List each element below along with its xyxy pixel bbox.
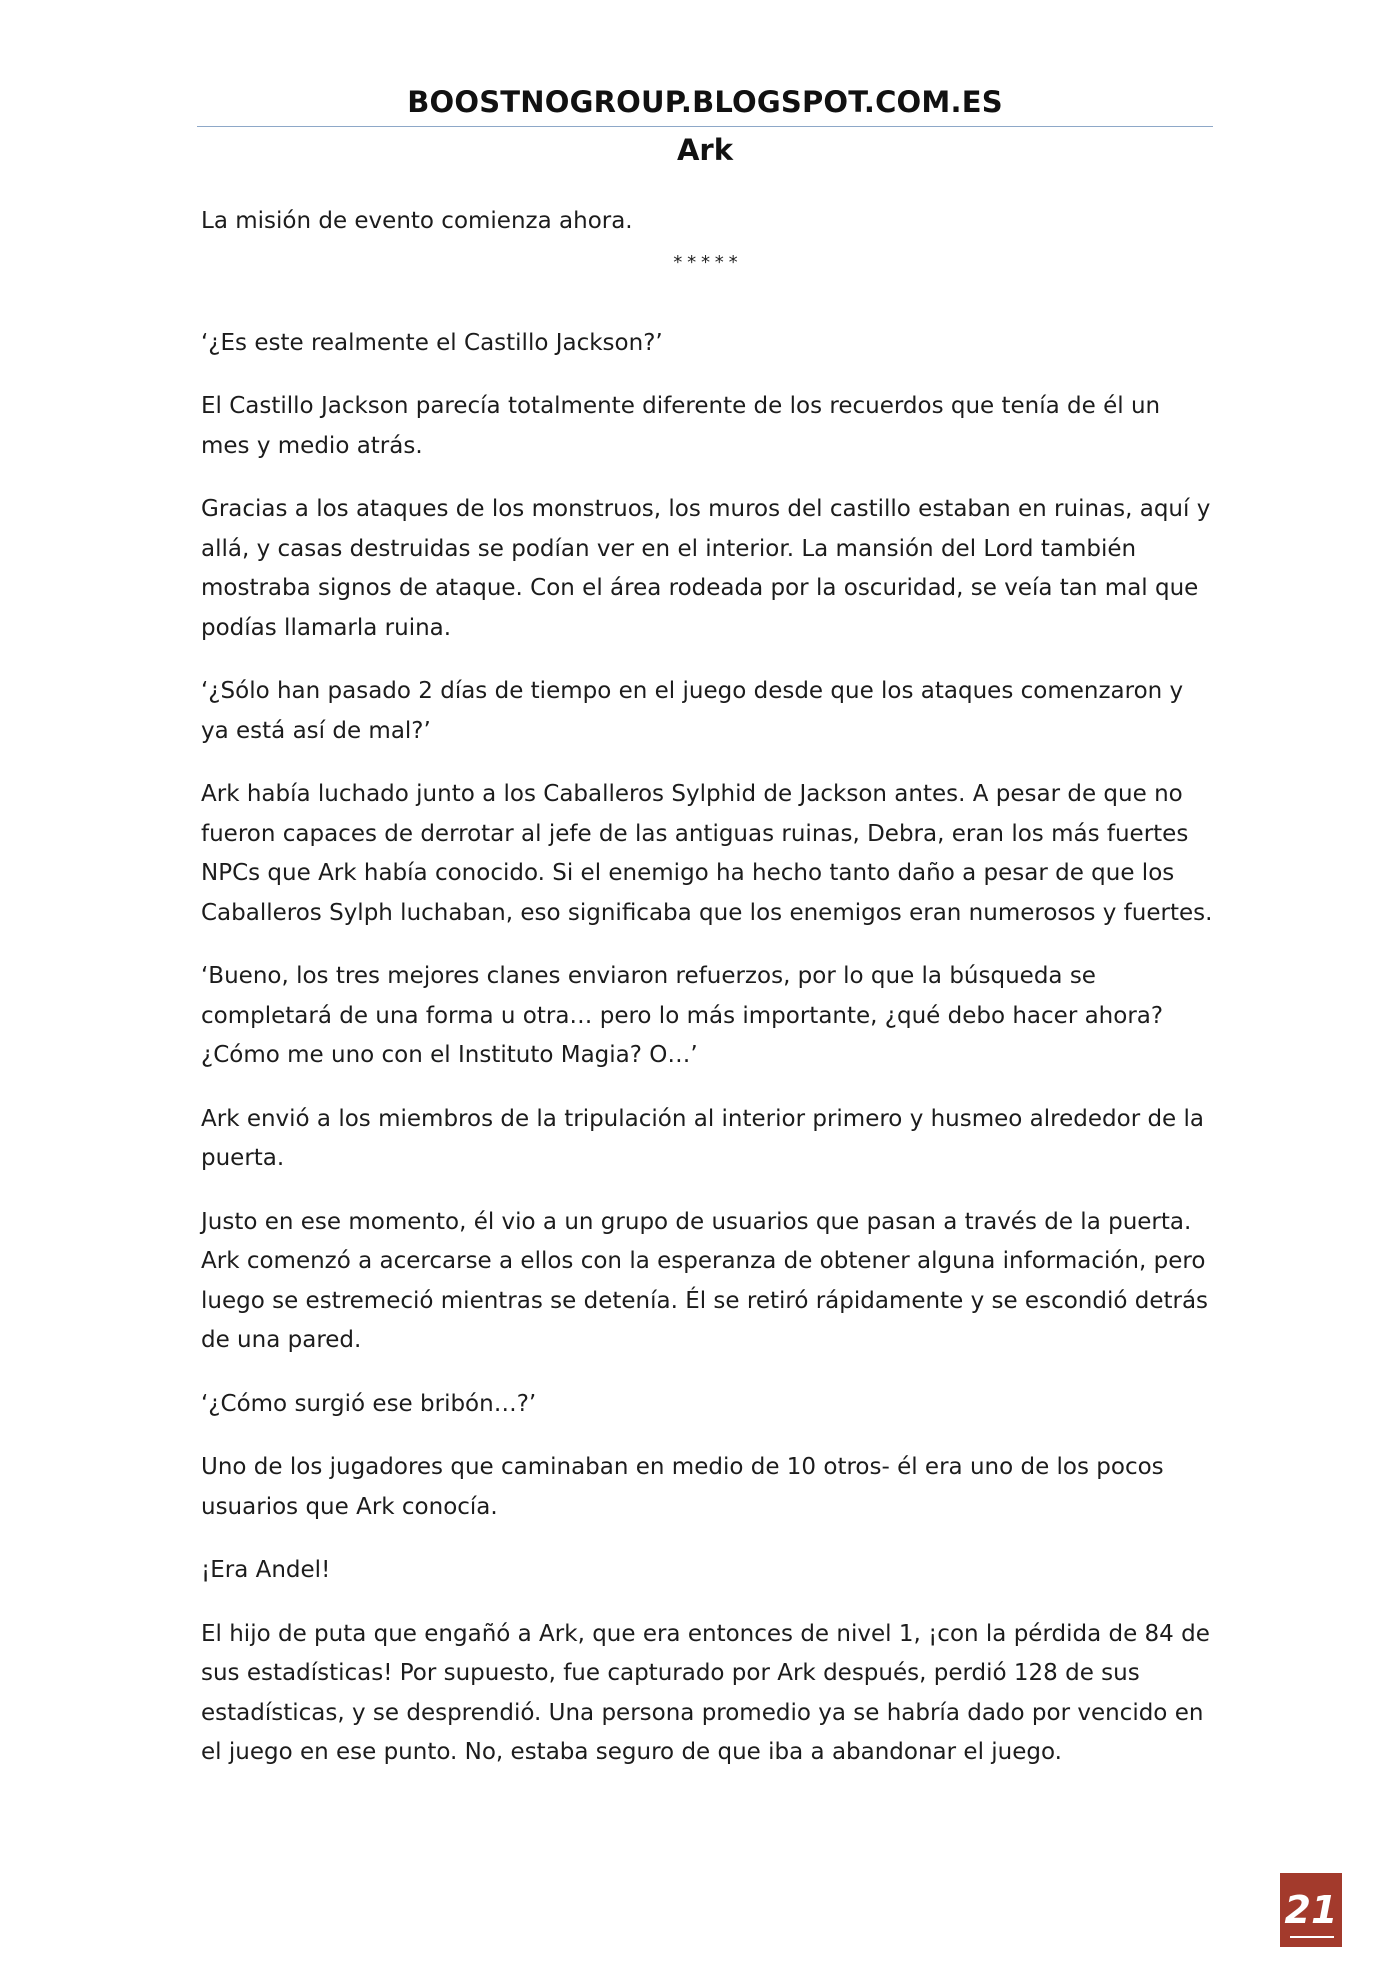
page-number: 21 [1284,1888,1338,1932]
paragraph: ‘¿Cómo surgió ese bribón…?’ [201,1390,537,1417]
header-rule [197,126,1213,127]
page-number-underline [1290,1936,1334,1938]
book-title: Ark [676,133,734,167]
paragraph: Ark había luchado junto a los Caballeros Sylphid de Jackson antes. A pesar de que no fueron capaces de derrotar al jefe de las antiguas ruinas, Debra, eran los más fuertes NPCs que Ark había conocido. Si el enemigo ha hecho tanto daño a pesar de que los Caballeros Sylph luchaban, eso significaba que los enemigos eran numerosos y fuertes. [201,781,1213,926]
paragraph: El hijo de puta que engañó a Ark, que era entonces de nivel 1, ¡con la pérdida de 84 de sus estadísticas! Por supuesto, fue capturado por Ark después, perdió 128 de sus estadísticas, y se desprendió. Una persona promedio ya se habría dado por vencido en el juego en ese punto. No, estaba seguro de que iba a abandonar el juego. [201,1620,1210,1765]
paragraph: ‘¿Sólo han pasado 2 días de tiempo en el juego desde que los ataques comenzaron y ya está así de mal?’ [201,678,1184,744]
paragraph: ‘¿Es este realmente el Castillo Jackson?’ [201,329,663,356]
section-separator: ***** [672,251,742,273]
page-body [201,202,1213,1797]
paragraph: ¡Era Andel! [201,1557,331,1583]
paragraph: ‘Bueno, los tres mejores clanes enviaron refuerzos, por lo que la búsqueda se completará de una forma u otra… pero lo más importante, ¿qué debo hacer ahora? ¿Cómo me uno con el Instituto Magia? O…’ [201,963,1164,1068]
paragraph: Gracias a los ataques de los monstruos, los muros del castillo estaban en ruinas, aquí y allá, y casas destruidas se podían ver en el interior. La mansión del Lord también mostraba signos de ataque. Con el área rodeada por la oscuridad, se veía tan mal que podías llamarla ruina. [201,496,1211,641]
paragraph: El Castillo Jackson parecía totalmente diferente de los recuerdos que tenía de él un mes y medio atrás. [201,393,1161,459]
page-header [197,82,1213,122]
paragraph: Ark envió a los miembros de la tripulación al interior primero y husmeo alrededor de la puerta. [201,1105,1205,1171]
paragraph: Justo en ese momento, él vio a un grupo de usuarios que pasan a través de la puerta. Ark comenzó a acercarse a ellos con la esperanza de obtener alguna información, pero luego se estremeció mientras se detenía. Él se retiró rápidamente y se escondió detrás de una pared. [201,1208,1209,1353]
site-title: BOOSTNOGROUP.BLOGSPOT.COM.ES [407,85,1003,119]
paragraph: Uno de los jugadores que caminaban en medio de 10 otros- él era uno de los pocos usuarios que Ark conocía. [201,1454,1164,1520]
intro-paragraph: La misión de evento comienza ahora. [201,208,633,234]
